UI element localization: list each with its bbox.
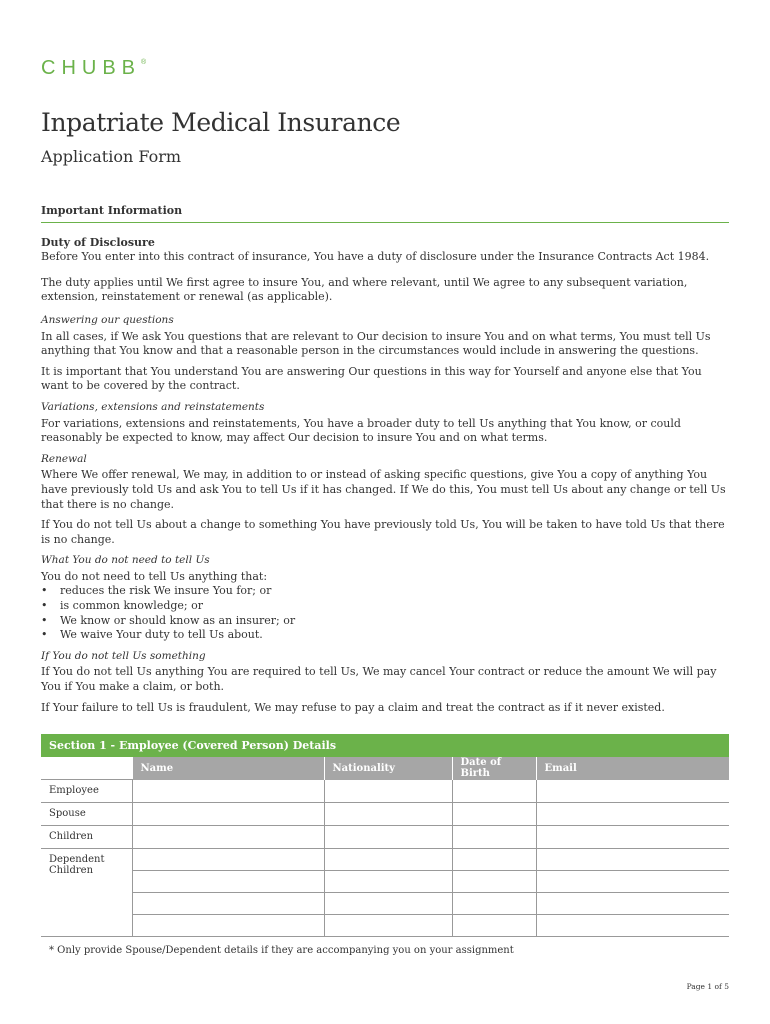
row-label-employee: Employee — [41, 780, 132, 803]
column-header-email: Email — [536, 757, 729, 780]
spouse-name-field[interactable] — [132, 803, 324, 826]
table-row — [41, 826, 729, 849]
dependent-nationality-field-3[interactable] — [324, 893, 452, 915]
dependent-name-field-3[interactable] — [132, 893, 324, 915]
not-tell-heading: What You do not need to tell Us — [41, 554, 210, 567]
table-row — [41, 849, 729, 871]
dependent-email-field-2[interactable] — [536, 871, 729, 893]
row-label-children: Children — [41, 826, 132, 849]
not-tell-list — [41, 584, 729, 642]
variations-heading: Variations, extensions and reinstatements — [41, 400, 265, 413]
table-row — [41, 893, 729, 915]
renewal-heading: Renewal — [41, 452, 87, 465]
spouse-nationality-field[interactable] — [324, 803, 452, 826]
important-information — [41, 204, 729, 721]
dependent-name-field-2[interactable] — [132, 871, 324, 893]
chubb-logo: CHUBB® — [41, 57, 147, 79]
column-header-dob: Date of Birth — [452, 757, 536, 780]
section-1-header: Section 1 - Employee (Covered Person) Details — [41, 734, 729, 757]
dependent-email-field-3[interactable] — [536, 893, 729, 915]
if-not-paragraph-1: If You do not tell Us anything You are required to tell Us, We may cancel Your contract or reduce the amount We will pay You if You make a claim, or both. — [41, 665, 717, 694]
dependent-dob-field-1[interactable] — [452, 849, 536, 871]
variations-paragraph: For variations, extensions and reinstatements, You have a broader duty to tell Us anything that You know, or could reasonably be expected to know, may affect Our decision to insure You and on what terms. — [41, 416, 681, 445]
dependent-name-field-1[interactable] — [132, 849, 324, 871]
dependent-nationality-field-1[interactable] — [324, 849, 452, 871]
children-dob-field[interactable] — [452, 826, 536, 849]
section-1 — [41, 734, 729, 956]
spouse-dob-field[interactable] — [452, 803, 536, 826]
dependent-name-field-4[interactable] — [132, 915, 324, 937]
children-name-field[interactable] — [132, 826, 324, 849]
page-number: Page 1 of 5 — [686, 982, 729, 991]
important-heading: Important Information — [41, 204, 729, 223]
not-tell-intro: You do not need to tell Us anything that: — [41, 569, 268, 583]
table-row — [41, 871, 729, 893]
list-item: • is common knowledge; or — [41, 599, 729, 614]
row-label-dependent-children: Dependent Children — [41, 849, 132, 937]
employee-details-table — [41, 757, 729, 937]
children-nationality-field[interactable] — [324, 826, 452, 849]
dependent-email-field-4[interactable] — [536, 915, 729, 937]
duty-heading: Duty of Disclosure — [41, 235, 155, 249]
answering-paragraph-2: It is important that You understand You are answering Our questions in this way for Yourself and anyone else that You want to be covered by the contract. — [41, 364, 702, 393]
table-row — [41, 803, 729, 826]
dependent-nationality-field-4[interactable] — [324, 915, 452, 937]
dependent-dob-field-2[interactable] — [452, 871, 536, 893]
renewal-paragraph-2: If You do not tell Us about a change to something You have previously told Us, You will be taken to have told Us that there is no change. — [41, 518, 725, 546]
column-header-name: Name — [132, 757, 324, 780]
spouse-email-field[interactable] — [536, 803, 729, 826]
children-email-field[interactable] — [536, 826, 729, 849]
dependent-dob-field-3[interactable] — [452, 893, 536, 915]
dependent-dob-field-4[interactable] — [452, 915, 536, 937]
answering-heading: Answering our questions — [41, 313, 174, 326]
page-title: Inpatriate Medical Insurance — [41, 108, 401, 137]
employee-dob-field[interactable] — [452, 780, 536, 803]
dependent-email-field-1[interactable] — [536, 849, 729, 871]
list-item: • We know or should know as an insurer; or — [41, 614, 729, 629]
answering-paragraph-1: In all cases, if We ask You questions that are relevant to Our decision to insure You and on what terms, You must tell Us anything that You know and that a reasonable person in the circumstances would include in answering the questions. — [41, 329, 711, 358]
if-not-heading: If You do not tell Us something — [41, 649, 206, 662]
employee-nationality-field[interactable] — [324, 780, 452, 803]
footnote: * Only provide Spouse/Dependent details if they are accompanying you on your assignment — [49, 945, 514, 956]
list-item: • reduces the risk We insure You for; or — [41, 584, 729, 599]
table-row — [41, 780, 729, 803]
duty-paragraph-2: The duty applies until We first agree to insure You, and where relevant, until We agree to any subsequent variation, extension, reinstatement or renewal (as applicable). — [41, 275, 688, 304]
blank-header — [41, 757, 132, 780]
duty-paragraph-1: Before You enter into this contract of insurance, You have a duty of disclosure under the Insurance Contracts Act 1984. — [41, 250, 710, 264]
if-not-paragraph-2: If Your failure to tell Us is fraudulent, We may refuse to pay a claim and treat the contract as if it never existed. — [41, 700, 665, 714]
employee-name-field[interactable] — [132, 780, 324, 803]
table-row — [41, 915, 729, 937]
list-item: • We waive Your duty to tell Us about. — [41, 628, 729, 643]
row-label-spouse: Spouse — [41, 803, 132, 826]
page-subtitle: Application Form — [41, 147, 182, 166]
column-header-nationality: Nationality — [324, 757, 452, 780]
dependent-nationality-field-2[interactable] — [324, 871, 452, 893]
renewal-paragraph-1: Where We offer renewal, We may, in addition to or instead of asking specific questions, give You a copy of anything You have previously told Us and ask You to tell Us if it has changed. If We do this, You must tell Us about any change or tell Us that there is no change. — [41, 468, 726, 511]
employee-email-field[interactable] — [536, 780, 729, 803]
